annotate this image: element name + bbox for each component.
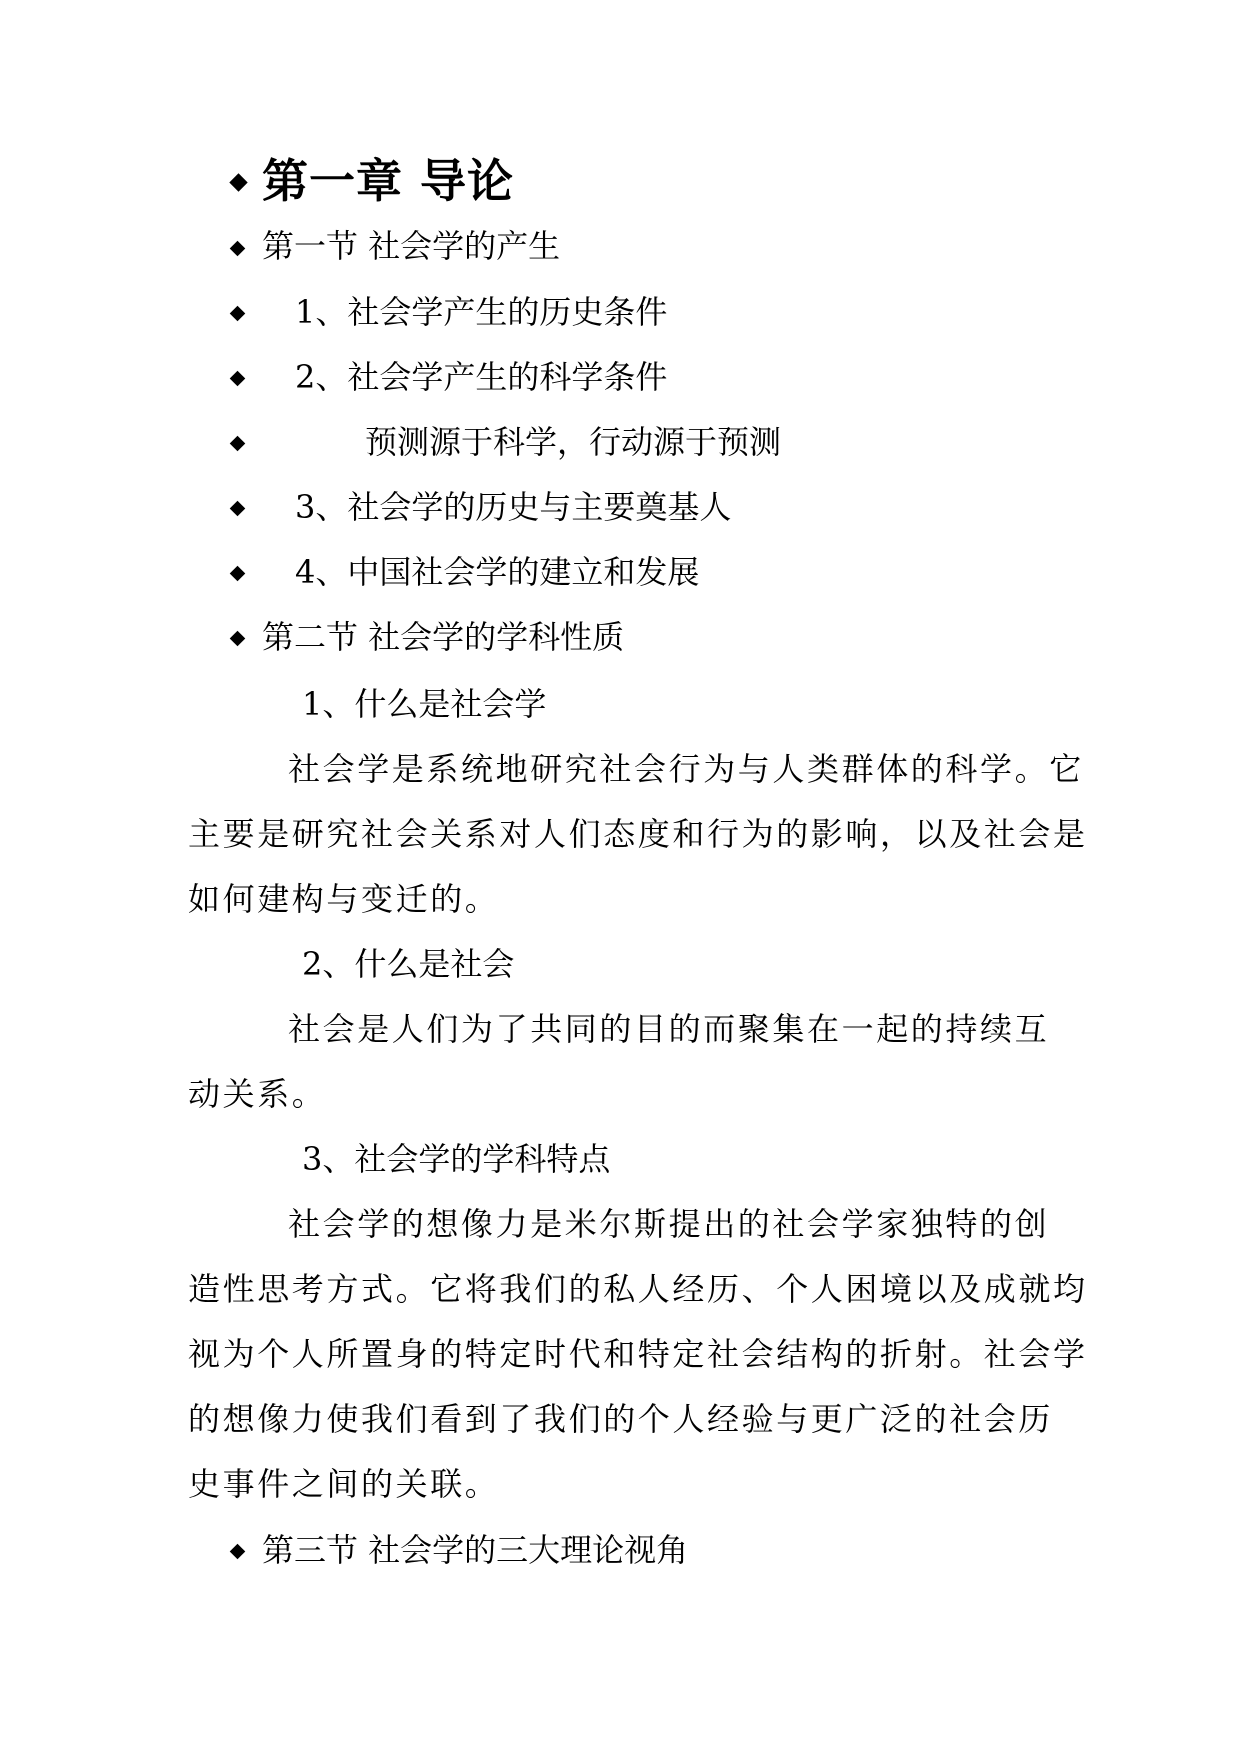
paragraph-line: 造性思考方式。它将我们的私人经历、个人困境以及成就均 — [188, 1270, 1088, 1308]
subsection-heading: 2、什么是社会 — [302, 945, 515, 983]
paragraph-line: 社会是人们为了共同的目的而聚集在一起的持续互 — [288, 1010, 1050, 1048]
section-3-title: 第三节 社会学的三大理论视角 — [262, 1531, 689, 1569]
paragraph-line: 社会学是系统地研究社会行为与人类群体的科学。它 — [288, 750, 1084, 788]
section-1-item-5: 4、中国社会学的建立和发展 — [295, 553, 700, 591]
subsection-heading: 3、社会学的学科特点 — [302, 1140, 611, 1178]
bullet-icon — [230, 371, 246, 387]
chapter-title: 第一章 导论 — [262, 154, 515, 208]
bullet-icon — [230, 501, 246, 517]
paragraph-line: 主要是研究社会关系对人们态度和行为的影响，以及社会是 — [188, 815, 1088, 853]
paragraph-line: 视为个人所置身的特定时代和特定社会结构的折射。社会学 — [188, 1335, 1088, 1373]
paragraph-line: 史事件之间的关联。 — [188, 1465, 500, 1503]
paragraph-line: 动关系。 — [188, 1075, 327, 1113]
section-1-item-2: 2、社会学产生的科学条件 — [295, 358, 668, 396]
section-1-item-3: 预测源于科学，行动源于预测 — [365, 423, 782, 461]
paragraph-line: 的想像力使我们看到了我们的个人经验与更广泛的社会历 — [188, 1400, 1054, 1438]
bullet-icon — [229, 173, 247, 191]
section-1-item-4: 3、社会学的历史与主要奠基人 — [295, 488, 732, 526]
subsection-heading: 1、什么是社会学 — [302, 685, 547, 723]
bullet-icon — [230, 1544, 246, 1560]
section-1-item-1: 1、社会学产生的历史条件 — [295, 293, 668, 331]
section-1-title: 第一节 社会学的产生 — [262, 227, 561, 265]
bullet-icon — [230, 566, 246, 582]
paragraph-line: 社会学的想像力是米尔斯提出的社会学家独特的创 — [288, 1205, 1050, 1243]
bullet-icon — [230, 631, 246, 647]
bullet-icon — [230, 436, 246, 452]
section-2-title: 第二节 社会学的学科性质 — [262, 618, 625, 656]
bullet-icon — [230, 306, 246, 322]
bullet-icon — [230, 241, 246, 257]
paragraph-line: 如何建构与变迁的。 — [188, 880, 500, 918]
